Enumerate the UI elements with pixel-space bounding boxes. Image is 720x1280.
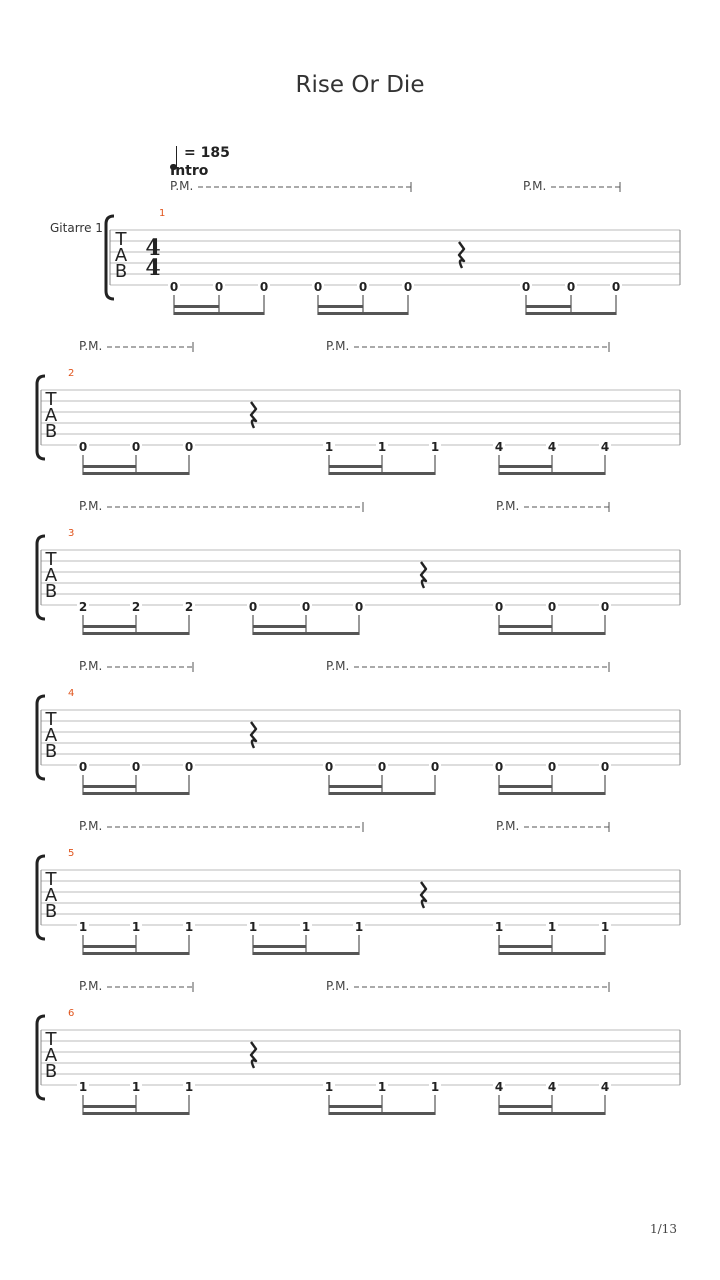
- fret-number: 1: [131, 1080, 141, 1094]
- eighth-beam: [526, 312, 616, 315]
- fret-number: 2: [184, 600, 194, 614]
- tab-clef-letter: A: [114, 245, 128, 266]
- sixteenth-beam: [526, 305, 571, 308]
- eighth-beam: [83, 1112, 189, 1115]
- page-number: 1/13: [650, 1222, 677, 1236]
- tab-system-4: [0, 660, 720, 800]
- track-name: Gitarre 1: [50, 221, 103, 235]
- measure-number: 6: [68, 1008, 75, 1019]
- eighth-beam: [83, 472, 189, 475]
- fret-number: 0: [184, 440, 194, 454]
- palm-mute-label: P.M.: [79, 339, 103, 353]
- tab-clef-letter: B: [44, 901, 58, 922]
- eighth-beam: [329, 792, 435, 795]
- time-signature-bottom: 4: [145, 255, 161, 281]
- eighth-beam: [174, 312, 264, 315]
- tab-system-1: [0, 180, 720, 320]
- fret-number: 0: [547, 760, 557, 774]
- fret-number: 1: [430, 1080, 440, 1094]
- palm-mute-label: P.M.: [326, 659, 350, 673]
- sixteenth-beam: [499, 945, 552, 948]
- time-signature-top: 4: [145, 235, 161, 261]
- fret-number: 4: [494, 440, 504, 454]
- sixteenth-beam: [83, 625, 136, 628]
- measure-number: 5: [68, 848, 75, 859]
- song-title: Rise Or Die: [295, 72, 425, 98]
- eighth-beam: [329, 472, 435, 475]
- section-label: Intro: [170, 163, 209, 179]
- fret-number: 2: [131, 600, 141, 614]
- fret-number: 0: [78, 760, 88, 774]
- tab-system-5: [0, 820, 720, 960]
- fret-number: 0: [358, 280, 368, 294]
- eighth-beam: [83, 632, 189, 635]
- fret-number: 0: [301, 600, 311, 614]
- fret-number: 0: [600, 760, 610, 774]
- sixteenth-beam: [83, 465, 136, 468]
- tab-system-2: [0, 340, 720, 480]
- tab-clef-letter: T: [45, 709, 57, 730]
- fret-number: 1: [547, 920, 557, 934]
- quarter-rest-icon: [459, 242, 464, 268]
- eighth-beam: [253, 952, 359, 955]
- eighth-beam: [499, 952, 605, 955]
- fret-number: 1: [324, 1080, 334, 1094]
- quarter-rest-icon: [421, 562, 426, 588]
- fret-number: 0: [184, 760, 194, 774]
- palm-mute-label: P.M.: [79, 659, 103, 673]
- fret-number: 0: [313, 280, 323, 294]
- tab-system-6: [0, 980, 720, 1120]
- fret-number: 0: [354, 600, 364, 614]
- sixteenth-beam: [499, 465, 552, 468]
- sixteenth-beam: [83, 785, 136, 788]
- quarter-rest-icon: [421, 882, 426, 908]
- fret-number: 0: [78, 440, 88, 454]
- eighth-beam: [318, 312, 408, 315]
- fret-number: 0: [248, 600, 258, 614]
- fret-number: 0: [131, 760, 141, 774]
- eighth-beam: [499, 1112, 605, 1115]
- sixteenth-beam: [253, 625, 306, 628]
- fret-number: 0: [377, 760, 387, 774]
- eighth-beam: [499, 472, 605, 475]
- fret-number: 1: [78, 1080, 88, 1094]
- fret-number: 0: [494, 760, 504, 774]
- palm-mute-label: P.M.: [79, 819, 103, 833]
- sixteenth-beam: [329, 465, 382, 468]
- tab-clef-letter: T: [45, 1029, 57, 1050]
- palm-mute-label: P.M.: [523, 179, 547, 193]
- fret-number: 0: [131, 440, 141, 454]
- fret-number: 0: [214, 280, 224, 294]
- fret-number: 1: [377, 1080, 387, 1094]
- measure-number: 4: [68, 688, 75, 699]
- sixteenth-beam: [253, 945, 306, 948]
- sixteenth-beam: [83, 1105, 136, 1108]
- fret-number: 1: [184, 1080, 194, 1094]
- fret-number: 0: [521, 280, 531, 294]
- sixteenth-beam: [329, 1105, 382, 1108]
- fret-number: 0: [494, 600, 504, 614]
- tab-clef-letter: B: [44, 1061, 58, 1082]
- fret-number: 4: [547, 440, 557, 454]
- fret-number: 1: [184, 920, 194, 934]
- eighth-beam: [83, 792, 189, 795]
- tab-clef-letter: A: [44, 885, 58, 906]
- tab-clef-letter: T: [45, 389, 57, 410]
- measure-number: 2: [68, 368, 75, 379]
- tab-clef-letter: B: [44, 421, 58, 442]
- tab-clef-letter: T: [115, 229, 127, 250]
- tab-clef-letter: T: [45, 869, 57, 890]
- quarter-rest-icon: [251, 1042, 256, 1068]
- fret-number: 0: [430, 760, 440, 774]
- fret-number: 4: [494, 1080, 504, 1094]
- measure-number: 3: [68, 528, 75, 539]
- sixteenth-beam: [318, 305, 363, 308]
- tab-clef-letter: A: [44, 725, 58, 746]
- fret-number: 1: [600, 920, 610, 934]
- fret-number: 1: [248, 920, 258, 934]
- fret-number: 0: [169, 280, 179, 294]
- fret-number: 0: [403, 280, 413, 294]
- quarter-rest-icon: [251, 722, 256, 748]
- tab-system-3: [0, 500, 720, 640]
- fret-number: 1: [324, 440, 334, 454]
- eighth-beam: [499, 632, 605, 635]
- tab-clef-letter: A: [44, 565, 58, 586]
- fret-number: 1: [301, 920, 311, 934]
- fret-number: 1: [494, 920, 504, 934]
- tab-clef-letter: T: [45, 549, 57, 570]
- tab-clef-letter: B: [114, 261, 128, 282]
- eighth-beam: [329, 1112, 435, 1115]
- fret-number: 1: [354, 920, 364, 934]
- palm-mute-label: P.M.: [496, 819, 520, 833]
- fret-number: 1: [430, 440, 440, 454]
- palm-mute-label: P.M.: [496, 499, 520, 513]
- fret-number: 4: [600, 1080, 610, 1094]
- palm-mute-label: P.M.: [326, 979, 350, 993]
- fret-number: 0: [566, 280, 576, 294]
- sixteenth-beam: [499, 625, 552, 628]
- fret-number: 0: [611, 280, 621, 294]
- eighth-beam: [499, 792, 605, 795]
- palm-mute-label: P.M.: [79, 979, 103, 993]
- fret-number: 0: [259, 280, 269, 294]
- eighth-beam: [253, 632, 359, 635]
- sixteenth-beam: [83, 945, 136, 948]
- sixteenth-beam: [499, 785, 552, 788]
- tempo-text: = 185: [184, 145, 230, 161]
- fret-number: 0: [547, 600, 557, 614]
- sixteenth-beam: [499, 1105, 552, 1108]
- fret-number: 0: [600, 600, 610, 614]
- sixteenth-beam: [329, 785, 382, 788]
- tab-clef-letter: A: [44, 1045, 58, 1066]
- fret-number: 4: [600, 440, 610, 454]
- palm-mute-label: P.M.: [79, 499, 103, 513]
- palm-mute-label: P.M.: [170, 179, 194, 193]
- measure-number: 1: [159, 208, 166, 219]
- quarter-rest-icon: [251, 402, 256, 428]
- eighth-beam: [83, 952, 189, 955]
- fret-number: 2: [78, 600, 88, 614]
- fret-number: 1: [78, 920, 88, 934]
- tab-clef-letter: B: [44, 581, 58, 602]
- fret-number: 4: [547, 1080, 557, 1094]
- fret-number: 1: [131, 920, 141, 934]
- fret-number: 1: [377, 440, 387, 454]
- palm-mute-label: P.M.: [326, 339, 350, 353]
- sixteenth-beam: [174, 305, 219, 308]
- tab-clef-letter: B: [44, 741, 58, 762]
- fret-number: 0: [324, 760, 334, 774]
- tab-clef-letter: A: [44, 405, 58, 426]
